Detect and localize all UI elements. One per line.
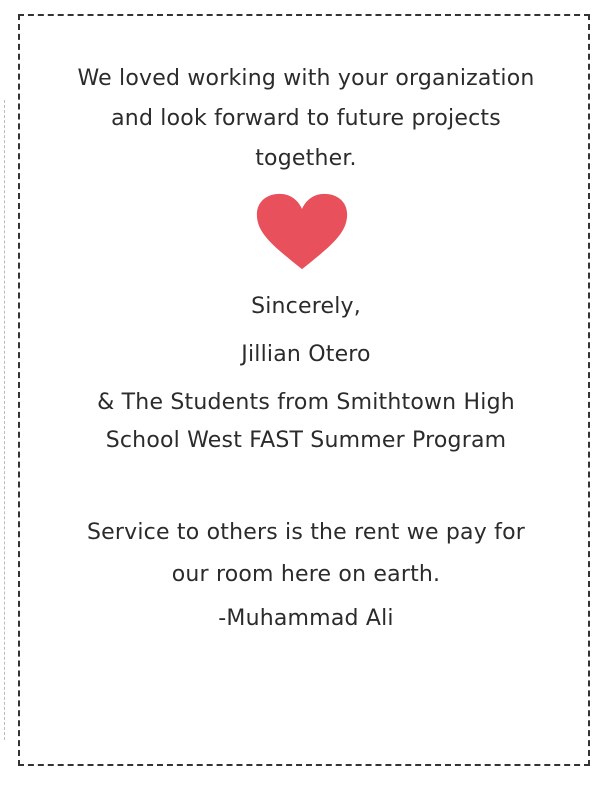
message-line-2: and look forward to future projects [111, 106, 501, 131]
quote-attribution: -Muhammad Ali [218, 606, 394, 631]
scan-edge-line [4, 100, 5, 740]
message-line-3: together. [255, 146, 357, 171]
heart-shape [257, 194, 347, 269]
quote-line-2: our room here on earth. [171, 562, 441, 587]
message-line-1: We loved working with your organization [77, 66, 535, 91]
signer-group-line-1: & The Students from Smithtown High [97, 390, 515, 415]
signer-name: Jillian Otero [241, 342, 371, 367]
closing-text: Sincerely, [251, 294, 361, 319]
quote-line-1: Service to others is the rent we pay for [87, 520, 525, 545]
heart-icon [255, 192, 349, 272]
signer-group-line-2: School West FAST Summer Program [105, 428, 507, 453]
